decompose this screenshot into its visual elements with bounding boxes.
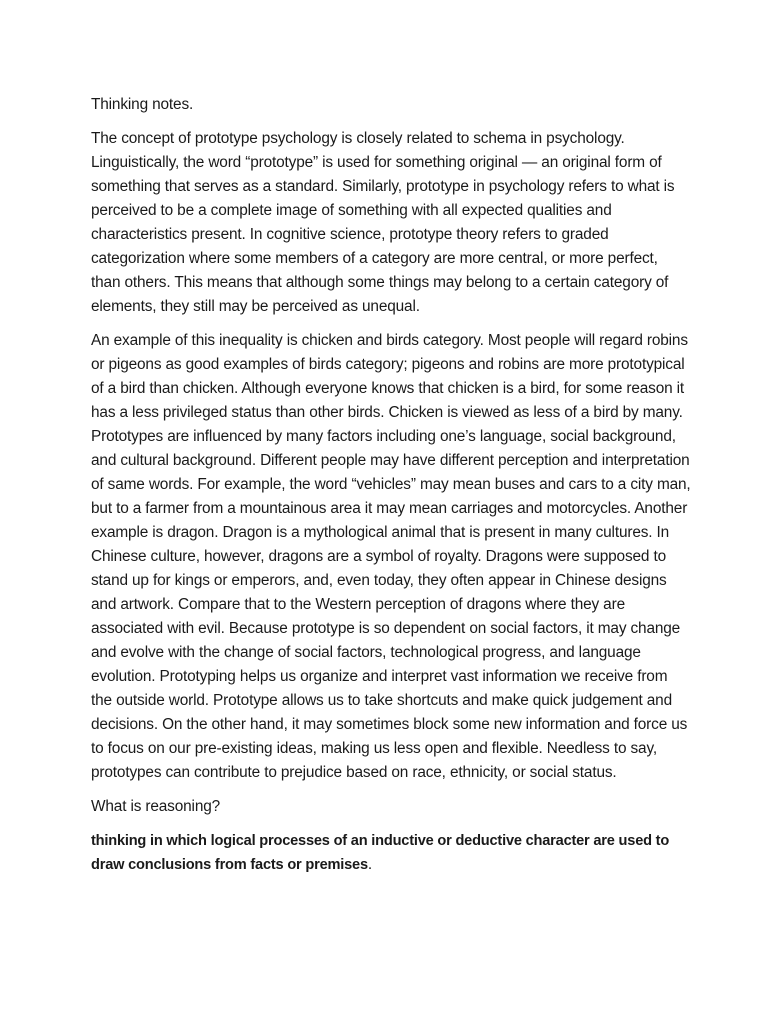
- paragraph-prototype-example: An example of this inequality is chicken and birds category. Most people will regard robins or pigeons as good examples of birds category; pigeons and robins are more prototypical of a bird than chicken. Although everyone knows that chicken is a bird, for some reason it has a less privileged status than other birds. Chicken is viewed as less of a bird by many. Prototypes are influenced by many factors including one’s language, social background, and cultural background. Different people may have different perception and interpretation of same words. For example, the word “vehicles” may mean buses and cars to a city man, but to a farmer from a mountainous area it may mean carriages and motorcycles. Another example is dragon. Dragon is a mythological animal that is present in many cultures. In Chinese culture, however, dragons are a symbol of royalty. Dragons were supposed to stand up for kings or emperors, and, even today, they often appear in Chinese designs and artwork. Compare that to the Western perception of dragons where they are associated with evil. Because prototype is so dependent on social factors, it may change and evolve with the change of social factors, technological progress, and language evolution. Prototyping helps us organize and interpret vast information we receive from the outside world. Prototype allows us to take shortcuts and make quick judgement and decisions. On the other hand, it may sometimes block some new information and force us to focus on our pre-existing ideas, making us less open and flexible. Needless to say, prototypes can contribute to prejudice based on race, ethnicity, or social status.: [91, 332, 691, 781]
- reasoning-answer-bold: thinking in which logical processes of an inductive or deductive character are used to draw conclusions from facts or premises: [91, 833, 670, 873]
- reasoning-question: What is reasoning?: [91, 798, 221, 815]
- paragraph-prototype-concept: The concept of prototype psychology is closely related to schema in psychology. Linguistically, the word “prototype” is used for something original — an original form of something that serves as a standard. Similarly, prototype in psychology refers to what is perceived to be a complete image of something with all expected qualities and characteristics present. In cognitive science, prototype theory refers to graded categorization where some members of a category are more central, or more perfect, than others. This means that although some things may belong to a certain category of elements, they still may be perceived as unequal.: [91, 130, 675, 315]
- reasoning-answer-period: .: [367, 856, 373, 873]
- document-body: [91, 93, 691, 877]
- notes-heading: Thinking notes.: [91, 96, 194, 113]
- reasoning-answer: [91, 829, 691, 877]
